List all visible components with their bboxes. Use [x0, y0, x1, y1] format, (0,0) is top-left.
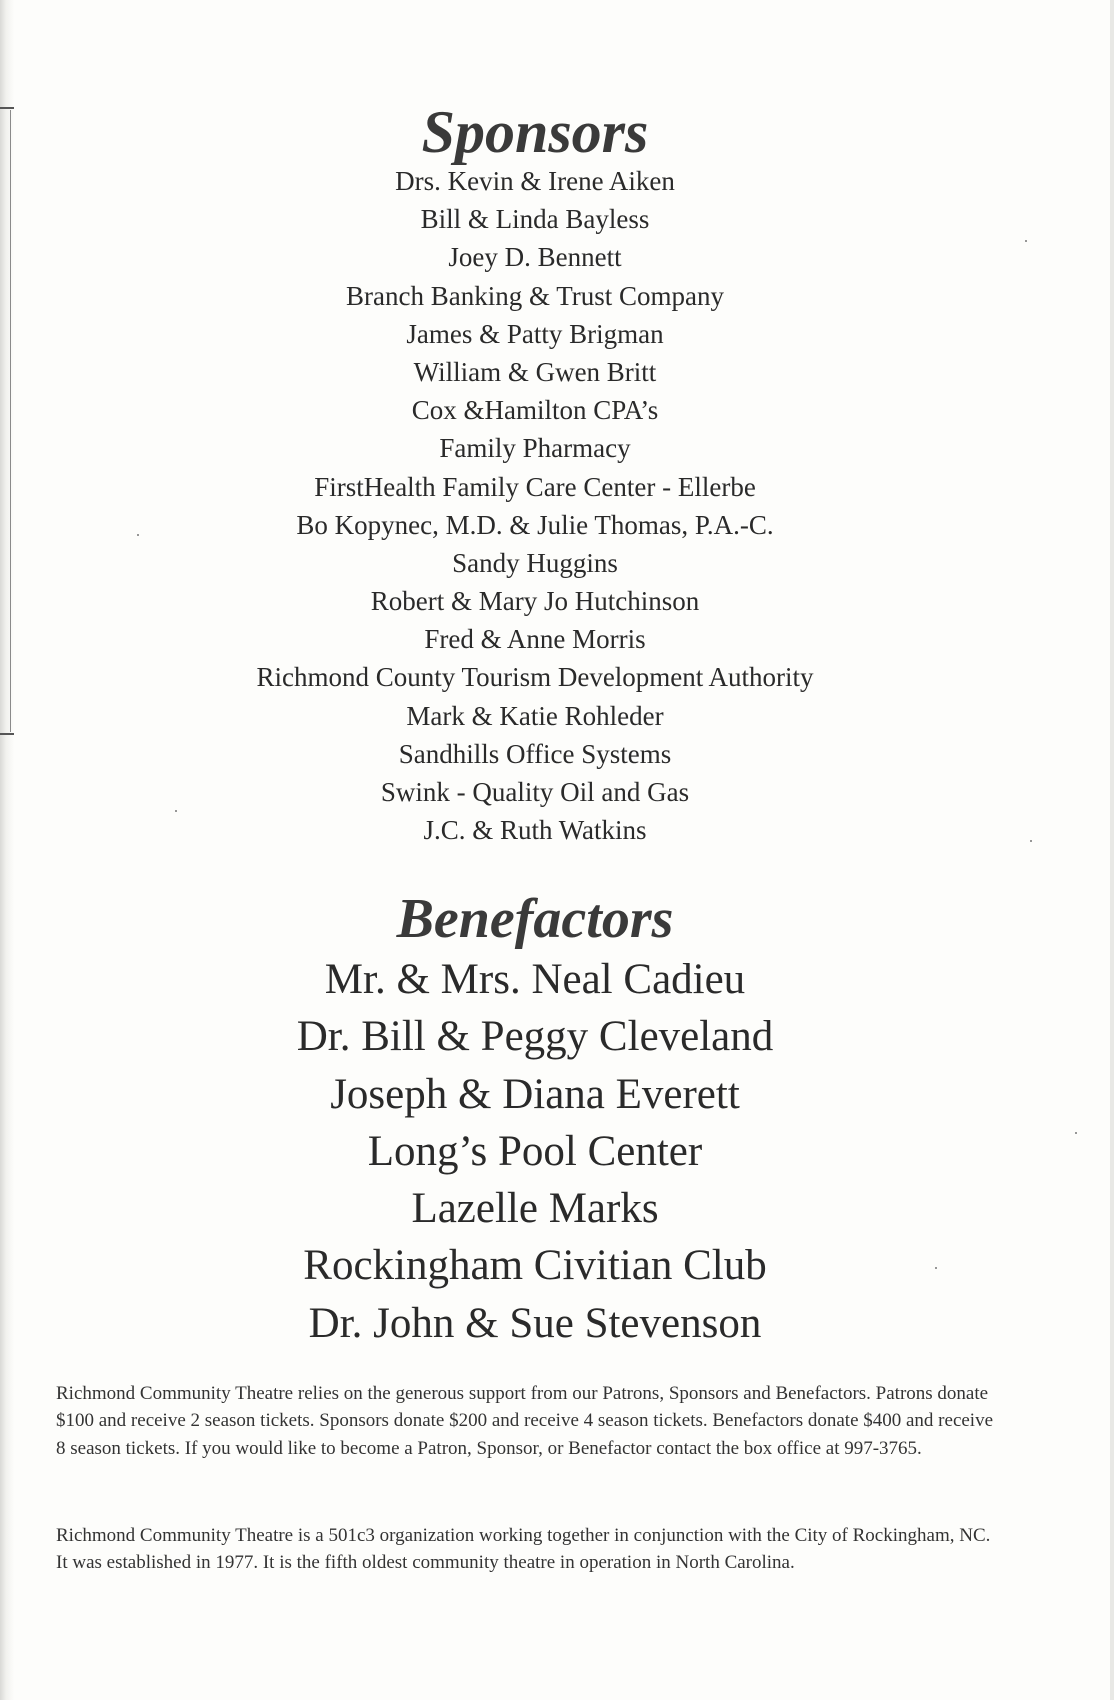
sponsor-name: Sandy Huggins [452, 547, 618, 578]
paper-speck [935, 1267, 937, 1269]
sponsor-list [0, 162, 1070, 849]
sponsor-name: Robert & Mary Jo Hutchinson [370, 586, 700, 617]
sponsor-name: Bo Kopynec, M.D. & Julie Thomas, P.A.-C. [296, 509, 774, 540]
benefactor-name: Joseph & Diana Everett [330, 1070, 740, 1118]
sponsor-name: William & Gwen Britt [413, 356, 657, 387]
sponsor-name: Drs. Kevin & Irene Aiken [395, 166, 675, 196]
benefactor-list [0, 951, 1070, 1352]
sponsor-name: Fred & Anne Morris [424, 624, 646, 655]
support-note: Richmond Community Theatre relies on the generous support from our Patrons, Sponsors and Benefactors. Patrons donate $100 and receive 2 season tickets. Sponsors donate $200 and receive 4 season tickets. Benefactors donate $400 and receive 8 season tickets. If you would like to become a Patron, Sponsor, or Benefactor contact the box office at 997-3765. [56, 1383, 994, 1459]
sponsor-name: Mark & Katie Rohleder [406, 700, 664, 731]
benefactor-name: Mr. & Mrs. Neal Cadieu [324, 956, 746, 1003]
sponsor-name: Swink - Quality Oil and Gas [380, 777, 690, 807]
sponsor-name: Sandhills Office Systems [398, 738, 672, 769]
paper-speck [1075, 1132, 1077, 1134]
benefactor-name: Long’s Pool Center [367, 1127, 703, 1175]
benefactor-name: Lazelle Marks [411, 1185, 659, 1233]
sponsor-name: Cox &Hamilton CPA’s [411, 395, 659, 426]
paper-speck [137, 534, 139, 536]
benefactor-name: Dr. Bill & Peggy Cleveland [296, 1013, 774, 1061]
sponsor-name: J.C. & Ruth Watkins [423, 815, 647, 846]
sponsor-name: Joey D. Bennett [448, 242, 622, 273]
sponsor-name: Richmond County Tourism Development Authority [256, 662, 814, 693]
sponsor-name: James & Patty Brigman [406, 318, 664, 349]
sponsor-name: Family Pharmacy [439, 433, 631, 464]
page-right-edge [1110, 0, 1114, 1700]
sponsor-name: Bill & Linda Bayless [420, 204, 650, 235]
about-note: Richmond Community Theatre is a 501c3 organization working together in conjunction with the City of Rockingham, NC. It was established in 1977. It is the fifth oldest community theatre in operation in North Carolina. [56, 1525, 991, 1574]
paper-speck [175, 810, 177, 812]
paper-speck [1030, 840, 1032, 842]
benefactor-name: Dr. John & Sue Stevenson [308, 1299, 762, 1347]
paper-speck [1025, 240, 1027, 242]
benefactor-name: Rockingham Civitian Club [303, 1242, 767, 1290]
sponsor-name: Branch Banking & Trust Company [345, 280, 724, 311]
benefactors-heading: Benefactors [396, 888, 674, 950]
sponsor-name: FirstHealth Family Care Center - Ellerbe [314, 471, 756, 502]
sponsors-heading: Sponsors [421, 99, 649, 165]
